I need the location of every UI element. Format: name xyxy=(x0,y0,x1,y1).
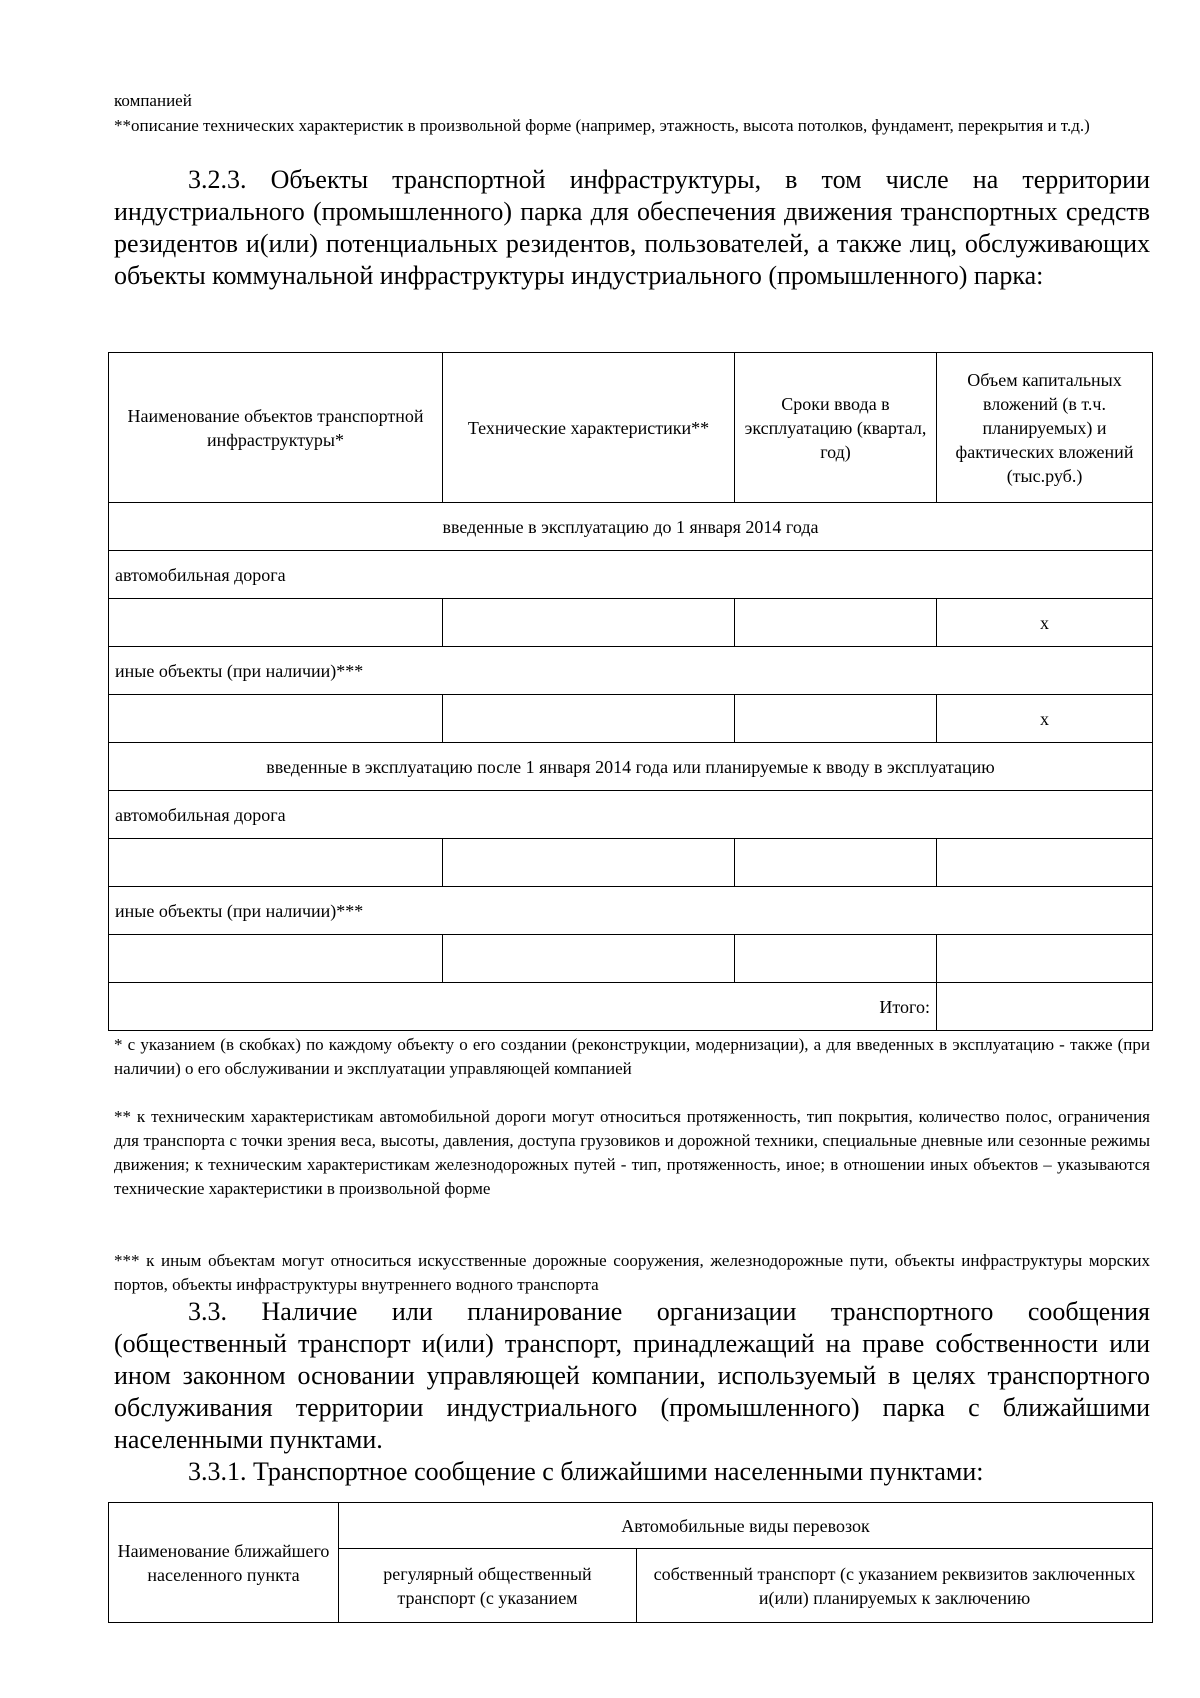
footnote-2: ** к техническим характеристикам автомобильной дороги могут относиться протяженность, тип покрытия, количество полос, ограничения для транспорта с точки зрения веса, высоты, давления, доступа грузовиков и дорожной техники, специальные дневные или сезонные режимы движения; к техническим характеристикам железнодорожных путей - тип, протяженность, иное; в отношении иных объектов – указываются технические характеристики в произвольной форме xyxy=(114,1107,1150,1198)
group-after-2014: введенные в эксплуатацию после 1 января 2014 года или планируемые к вводу в эксплуатацию xyxy=(109,743,1153,791)
table-row xyxy=(109,791,1153,839)
category-road-1: автомобильная дорога xyxy=(109,551,1153,599)
table-row xyxy=(109,695,1153,743)
table1-header-row xyxy=(109,353,1153,503)
table-cell xyxy=(735,935,937,983)
table-cell xyxy=(735,839,937,887)
footnote-3: *** к иным объектам могут относиться искусственные дорожные сооружения, железнодорожные пути, объекты инфраструктуры морских портов, объекты инфраструктуры внутреннего водного транспорта xyxy=(114,1251,1150,1294)
footnote-1: * с указанием (в скобках) по каждому объекту о его создании (реконструкции, модернизации), а для введенных в эксплуатацию - также (при наличии) о его обслуживании и эксплуатации управляющей компанией xyxy=(114,1035,1150,1078)
header-settlement-name: Наименование ближайшего населенного пункта xyxy=(109,1503,339,1623)
total-label: Итого: xyxy=(109,983,937,1031)
section-3-2-3-paragraph: 3.2.3. Объекты транспортной инфраструктуры, в том числе на территории индустриального (промышленного) парка для обеспечения движения транспортных средств резидентов и(или) потенциальных резидентов, пользователей, а также лиц, обслуживающих объекты коммунальной инфраструктуры индустриального (промышленного) парка: xyxy=(114,165,1150,290)
top-note-line2: **описание технических характеристик в произвольной форме (например, этажность, высота потолков, фундамент, перекрытия и т.д.) xyxy=(114,116,1090,135)
settlements-transport-table xyxy=(108,1502,1153,1623)
group-before-2014: введенные в эксплуатацию до 1 января 2014 года xyxy=(109,503,1153,551)
table-row xyxy=(109,551,1153,599)
cell-x-mark: х xyxy=(937,599,1153,647)
header-capital-investment: Объем капитальных вложений (в т.ч. планируемых) и фактических вложений (тыс.руб.) xyxy=(937,353,1153,503)
transport-infrastructure-table xyxy=(108,352,1153,1031)
table-row xyxy=(109,503,1153,551)
table-cell xyxy=(443,935,735,983)
top-note-line1: компанией xyxy=(114,91,192,110)
category-other-2: иные объекты (при наличии)*** xyxy=(109,887,1153,935)
table-cell xyxy=(109,695,443,743)
table-cell xyxy=(109,935,443,983)
category-road-2: автомобильная дорога xyxy=(109,791,1153,839)
subheader-own-transport: собственный транспорт (с указанием реквизитов заключенных и(или) планируемых к заключению xyxy=(637,1549,1153,1623)
table-row xyxy=(109,887,1153,935)
section-3-3-paragraph: 3.3. Наличие или планирование организации транспортного сообщения (общественный транспорт и(или) транспорт, принадлежащий на праве собственности или ином законном основании управляющей компании, используемый в целях транспортного обслуживания территории индустриального (промышленного) парка с ближайшими населенными пунктами. xyxy=(114,1297,1150,1454)
table-row xyxy=(109,839,1153,887)
table-cell xyxy=(937,839,1153,887)
table2-header-row xyxy=(109,1503,1153,1549)
table-cell xyxy=(937,935,1153,983)
category-other-1: иные объекты (при наличии)*** xyxy=(109,647,1153,695)
header-road-transport: Автомобильные виды перевозок xyxy=(339,1503,1153,1549)
table-cell xyxy=(443,599,735,647)
table-cell xyxy=(443,695,735,743)
total-row xyxy=(109,983,1153,1031)
table-row xyxy=(109,743,1153,791)
table-row xyxy=(109,599,1153,647)
table-cell xyxy=(109,599,443,647)
header-object-name: Наименование объектов транспортной инфраструктуры* xyxy=(109,353,443,503)
header-tech-specs: Технические характеристики** xyxy=(443,353,735,503)
section-3-3-1-heading: 3.3.1. Транспортное сообщение с ближайшими населенными пунктами: xyxy=(188,1457,984,1486)
table-cell xyxy=(735,695,937,743)
table-row xyxy=(109,647,1153,695)
cell-x-mark: х xyxy=(937,695,1153,743)
table-cell xyxy=(109,839,443,887)
table-cell xyxy=(735,599,937,647)
table-cell xyxy=(443,839,735,887)
subheader-public-transport: регулярный общественный транспорт (с указанием xyxy=(339,1549,637,1623)
total-value-cell xyxy=(937,983,1153,1031)
header-commission-dates: Сроки ввода в эксплуатацию (квартал, год) xyxy=(735,353,937,503)
table-row xyxy=(109,935,1153,983)
